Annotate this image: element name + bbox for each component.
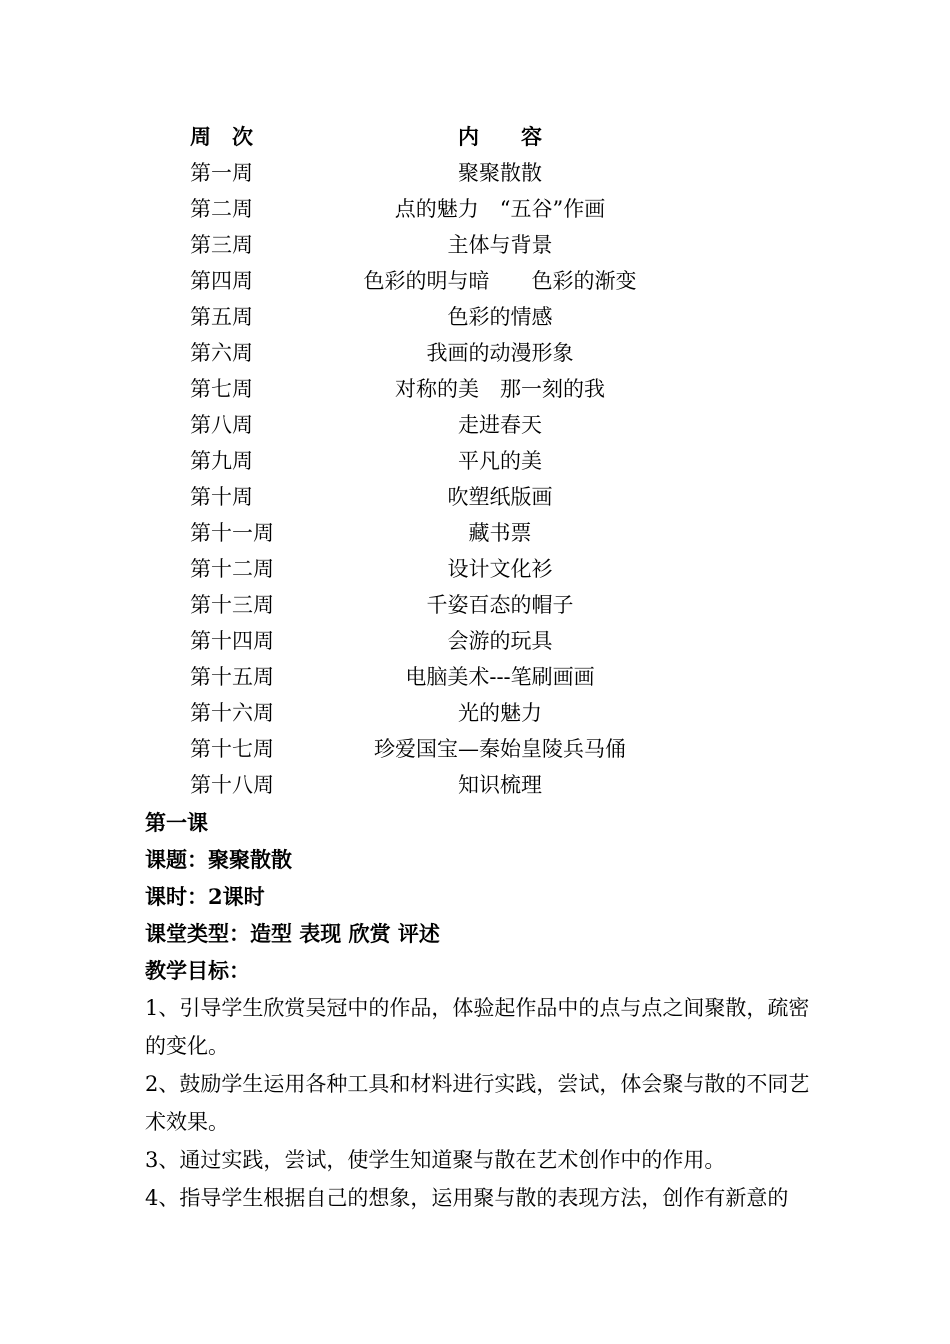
schedule-row xyxy=(0,335,950,371)
schedule-row xyxy=(0,695,950,731)
lesson-hours: 课时：2课时 xyxy=(145,884,265,909)
row-content: 知识梳理 xyxy=(458,773,542,797)
row-content: 走进春天 xyxy=(458,413,542,437)
header-week: 周 次 xyxy=(190,124,253,149)
lesson-topic: 课题：聚聚散散 xyxy=(145,847,292,872)
schedule-header xyxy=(0,119,950,155)
row-week: 第十周 xyxy=(190,485,253,509)
row-content: 设计文化衫 xyxy=(447,557,553,581)
schedule-row xyxy=(0,191,950,227)
row-week: 第八周 xyxy=(190,413,253,437)
row-content: 对称的美 那一刻的我 xyxy=(395,377,605,401)
row-content: 聚聚散散 xyxy=(458,161,542,185)
row-content: 千姿百态的帽子 xyxy=(426,593,574,617)
goal-item: 1、引导学生欣赏吴冠中的作品，体验起作品中的点与点之间聚散，疏密的变化。 xyxy=(145,996,810,1058)
schedule-row xyxy=(0,263,950,299)
row-content: 藏书票 xyxy=(468,521,532,545)
schedule-row xyxy=(0,659,950,695)
header-content: 内 容 xyxy=(458,124,542,149)
row-week: 第十七周 xyxy=(190,737,274,761)
row-content: 平凡的美 xyxy=(458,449,542,473)
schedule-row xyxy=(0,515,950,551)
goals-heading: 教学目标： xyxy=(145,958,250,983)
lesson-type: 课堂类型：造型 表现 欣赏 评述 xyxy=(145,921,440,946)
row-content: 点的魅力 “五谷”作画 xyxy=(394,197,606,221)
lesson-heading: 第一课 xyxy=(145,810,208,835)
schedule-row xyxy=(0,407,950,443)
row-week: 第二周 xyxy=(190,197,253,221)
row-content: 色彩的明与暗 色彩的渐变 xyxy=(363,269,637,293)
row-week: 第十五周 xyxy=(190,665,274,689)
schedule-row xyxy=(0,623,950,659)
schedule-row xyxy=(0,371,950,407)
goal-item: 4、指导学生根据自己的想象，运用聚与散的表现方法，创作有新意的 xyxy=(145,1186,789,1210)
goal-item: 3、通过实践，尝试，使学生知道聚与散在艺术创作中的作用。 xyxy=(145,1148,726,1172)
schedule-row xyxy=(0,767,950,803)
schedule-row xyxy=(0,299,950,335)
schedule-row xyxy=(0,479,950,515)
goal-item: 2、鼓励学生运用各种工具和材料进行实践，尝试，体会聚与散的不同艺术效果。 xyxy=(145,1072,810,1134)
row-week: 第六周 xyxy=(190,341,253,365)
row-content: 珍爱国宝—秦始皇陵兵马俑 xyxy=(374,737,626,761)
row-content: 主体与背景 xyxy=(447,233,553,257)
schedule-row xyxy=(0,155,950,191)
lesson-section xyxy=(145,804,815,1217)
row-content: 光的魅力 xyxy=(458,701,542,725)
schedule-row xyxy=(0,227,950,263)
row-content: 我画的动漫形象 xyxy=(426,341,574,365)
row-content: 色彩的情感 xyxy=(447,305,553,329)
schedule-row xyxy=(0,443,950,479)
row-week: 第十一周 xyxy=(190,521,274,545)
row-week: 第七周 xyxy=(190,377,253,401)
schedule-row xyxy=(0,587,950,623)
row-week: 第十二周 xyxy=(190,557,274,581)
row-content: 会游的玩具 xyxy=(447,629,553,653)
row-week: 第九周 xyxy=(190,449,253,473)
row-week: 第一周 xyxy=(190,161,253,185)
row-content: 吹塑纸版画 xyxy=(447,485,553,509)
schedule-row xyxy=(0,731,950,767)
schedule-row xyxy=(0,551,950,587)
row-week: 第十八周 xyxy=(190,773,274,797)
row-week: 第三周 xyxy=(190,233,253,257)
row-week: 第四周 xyxy=(190,269,253,293)
row-content: 电脑美术---笔刷画画 xyxy=(405,665,595,689)
row-week: 第十三周 xyxy=(190,593,274,617)
schedule-table xyxy=(0,119,950,803)
row-week: 第五周 xyxy=(190,305,253,329)
row-week: 第十四周 xyxy=(190,629,274,653)
row-week: 第十六周 xyxy=(190,701,274,725)
